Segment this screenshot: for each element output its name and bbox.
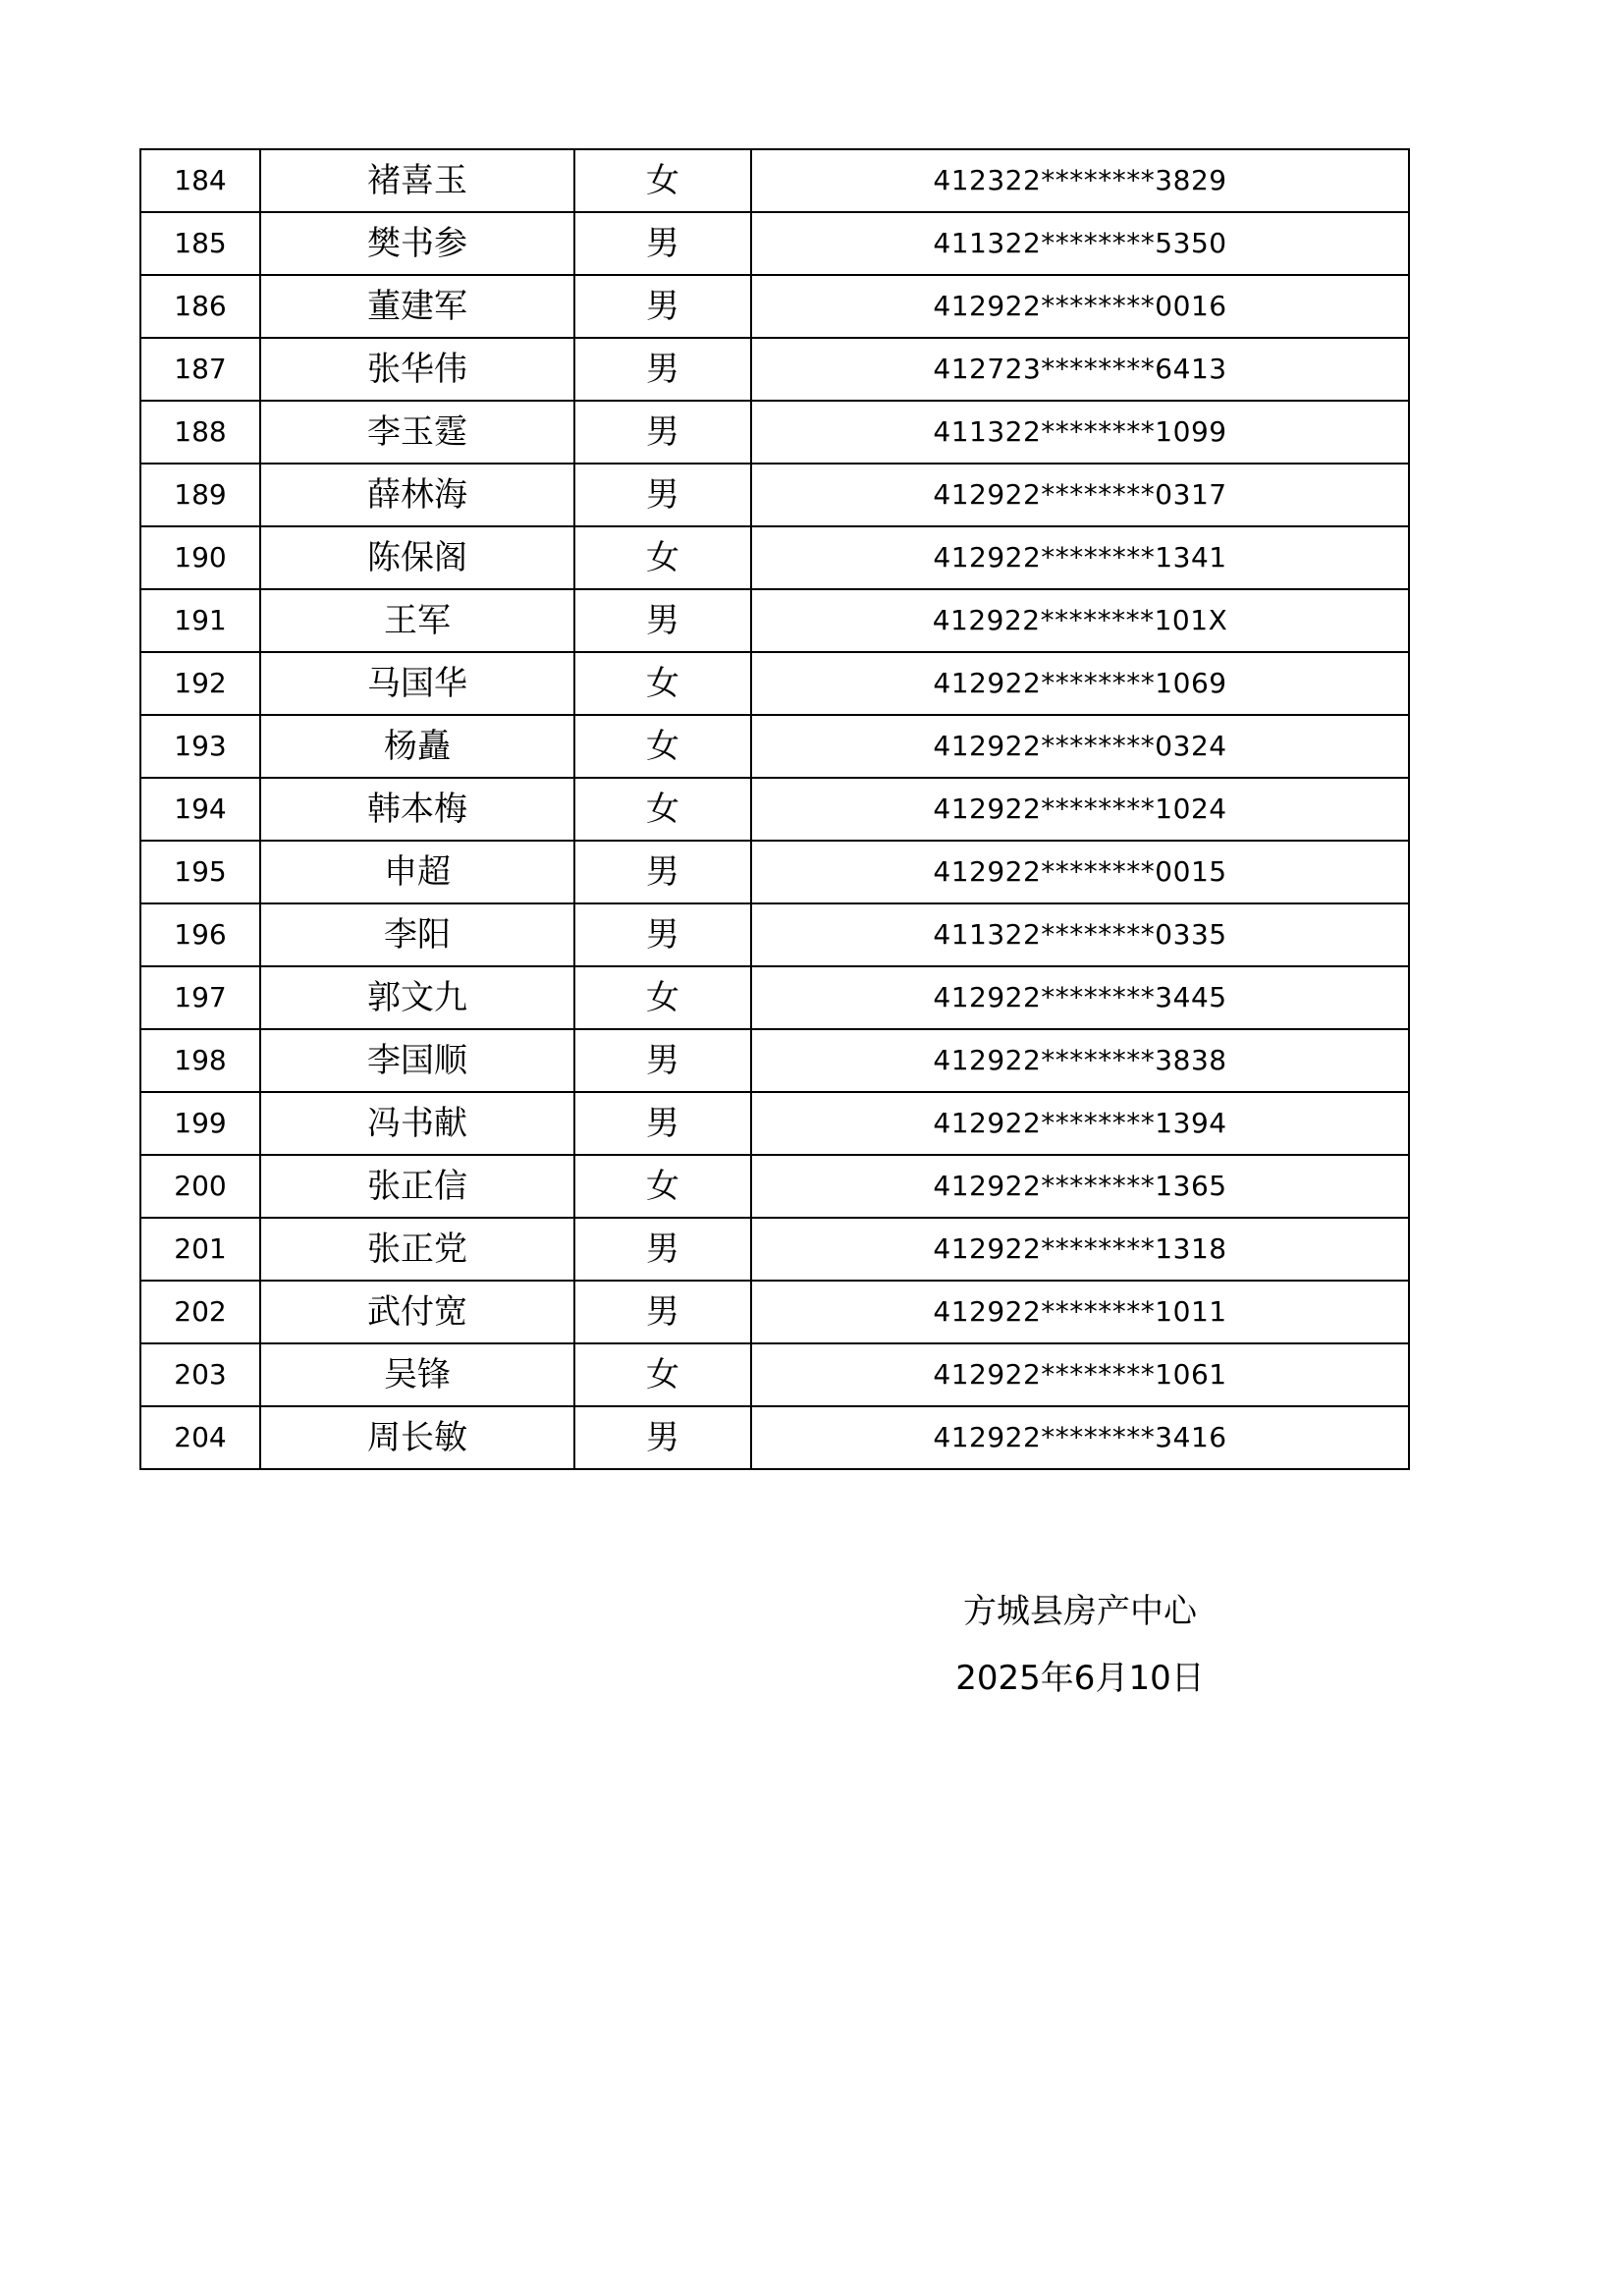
gender-cell: 男 — [574, 464, 751, 526]
name-cell: 陈保阁 — [260, 526, 574, 589]
id-number-cell: 412922********1318 — [751, 1218, 1409, 1281]
gender-cell: 女 — [574, 966, 751, 1029]
row-number-cell: 204 — [140, 1406, 260, 1469]
gender-cell: 女 — [574, 652, 751, 715]
name-cell: 郭文九 — [260, 966, 574, 1029]
id-number-cell: 412922********3445 — [751, 966, 1409, 1029]
gender-cell: 男 — [574, 903, 751, 966]
table-row — [140, 212, 1409, 275]
gender-cell: 男 — [574, 338, 751, 401]
id-number-cell: 412922********0317 — [751, 464, 1409, 526]
gender-cell: 男 — [574, 1281, 751, 1343]
issue-date: 2025年6月10日 — [955, 1659, 1205, 1698]
id-number-cell: 412922********0324 — [751, 715, 1409, 778]
row-number-cell: 185 — [140, 212, 260, 275]
name-cell: 李国顺 — [260, 1029, 574, 1092]
id-number-cell: 412922********1365 — [751, 1155, 1409, 1218]
row-number-cell: 188 — [140, 401, 260, 464]
name-cell: 吴锋 — [260, 1343, 574, 1406]
id-number-cell: 412922********1024 — [751, 778, 1409, 841]
table-row — [140, 338, 1409, 401]
name-cell: 樊书参 — [260, 212, 574, 275]
gender-cell: 女 — [574, 778, 751, 841]
row-number-cell: 196 — [140, 903, 260, 966]
id-number-cell: 411322********1099 — [751, 401, 1409, 464]
row-number-cell: 193 — [140, 715, 260, 778]
gender-cell: 男 — [574, 841, 751, 903]
table-row — [140, 149, 1409, 212]
id-number-cell: 412723********6413 — [751, 338, 1409, 401]
gender-cell: 男 — [574, 1406, 751, 1469]
gender-cell: 男 — [574, 275, 751, 338]
name-cell: 杨矗 — [260, 715, 574, 778]
name-cell: 申超 — [260, 841, 574, 903]
row-number-cell: 200 — [140, 1155, 260, 1218]
gender-cell: 男 — [574, 589, 751, 652]
table-row — [140, 841, 1409, 903]
name-cell: 董建军 — [260, 275, 574, 338]
row-number-cell: 190 — [140, 526, 260, 589]
row-number-cell: 187 — [140, 338, 260, 401]
name-cell: 张正党 — [260, 1218, 574, 1281]
row-number-cell: 194 — [140, 778, 260, 841]
row-number-cell: 199 — [140, 1092, 260, 1155]
gender-cell: 女 — [574, 1155, 751, 1218]
id-number-cell: 411322********0335 — [751, 903, 1409, 966]
gender-cell: 男 — [574, 212, 751, 275]
name-cell: 马国华 — [260, 652, 574, 715]
name-cell: 李阳 — [260, 903, 574, 966]
row-number-cell: 184 — [140, 149, 260, 212]
name-cell: 周长敏 — [260, 1406, 574, 1469]
id-number-cell: 412922********0016 — [751, 275, 1409, 338]
row-number-cell: 195 — [140, 841, 260, 903]
gender-cell: 男 — [574, 1218, 751, 1281]
name-cell: 张华伟 — [260, 338, 574, 401]
gender-cell: 男 — [574, 1092, 751, 1155]
gender-cell: 男 — [574, 401, 751, 464]
table-row — [140, 966, 1409, 1029]
gender-cell: 女 — [574, 1343, 751, 1406]
roster-table-body — [140, 149, 1409, 1469]
row-number-cell: 191 — [140, 589, 260, 652]
row-number-cell: 202 — [140, 1281, 260, 1343]
row-number-cell: 203 — [140, 1343, 260, 1406]
table-row — [140, 778, 1409, 841]
table-row — [140, 401, 1409, 464]
row-number-cell: 186 — [140, 275, 260, 338]
gender-cell: 女 — [574, 149, 751, 212]
id-number-cell: 412922********3416 — [751, 1406, 1409, 1469]
table-row — [140, 1281, 1409, 1343]
id-number-cell: 412922********1011 — [751, 1281, 1409, 1343]
table-row — [140, 1406, 1409, 1469]
table-row — [140, 903, 1409, 966]
row-number-cell: 198 — [140, 1029, 260, 1092]
name-cell: 张正信 — [260, 1155, 574, 1218]
row-number-cell: 197 — [140, 966, 260, 1029]
id-number-cell: 412922********1069 — [751, 652, 1409, 715]
id-number-cell: 412322********3829 — [751, 149, 1409, 212]
name-cell: 冯书献 — [260, 1092, 574, 1155]
table-row — [140, 715, 1409, 778]
id-number-cell: 412922********1341 — [751, 526, 1409, 589]
table-row — [140, 1343, 1409, 1406]
gender-cell: 女 — [574, 526, 751, 589]
name-cell: 武付宽 — [260, 1281, 574, 1343]
gender-cell: 女 — [574, 715, 751, 778]
id-number-cell: 411322********5350 — [751, 212, 1409, 275]
id-number-cell: 412922********1061 — [751, 1343, 1409, 1406]
id-number-cell: 412922********101X — [751, 589, 1409, 652]
table-row — [140, 1218, 1409, 1281]
table-row — [140, 1155, 1409, 1218]
name-cell: 李玉霆 — [260, 401, 574, 464]
table-row — [140, 652, 1409, 715]
table-row — [140, 275, 1409, 338]
issuing-organization: 方城县房产中心 — [963, 1592, 1197, 1631]
name-cell: 薛林海 — [260, 464, 574, 526]
name-cell: 王军 — [260, 589, 574, 652]
id-number-cell: 412922********1394 — [751, 1092, 1409, 1155]
table-row — [140, 1029, 1409, 1092]
name-cell: 韩本梅 — [260, 778, 574, 841]
table-row — [140, 464, 1409, 526]
name-cell: 褚喜玉 — [260, 149, 574, 212]
table-row — [140, 589, 1409, 652]
roster-table — [139, 148, 1410, 1470]
gender-cell: 男 — [574, 1029, 751, 1092]
row-number-cell: 201 — [140, 1218, 260, 1281]
table-row — [140, 526, 1409, 589]
table-row — [140, 1092, 1409, 1155]
row-number-cell: 189 — [140, 464, 260, 526]
row-number-cell: 192 — [140, 652, 260, 715]
id-number-cell: 412922********0015 — [751, 841, 1409, 903]
id-number-cell: 412922********3838 — [751, 1029, 1409, 1092]
